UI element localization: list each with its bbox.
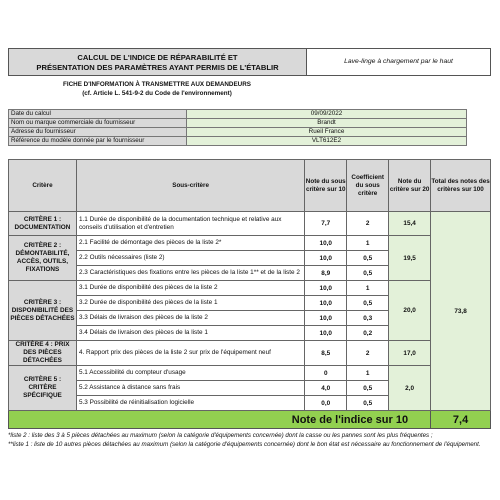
sheet-header bbox=[8, 48, 491, 76]
footnotes bbox=[8, 432, 491, 449]
table-row bbox=[9, 212, 491, 236]
info-row bbox=[9, 110, 491, 119]
subcriterion-text: 2.2 Outils nécessaires (liste 2) bbox=[76, 251, 304, 266]
table-row bbox=[9, 281, 491, 296]
repairability-sheet bbox=[8, 48, 491, 449]
subcriterion-note: 8,9 bbox=[305, 266, 347, 281]
subcriterion-coef: 1 bbox=[347, 366, 389, 381]
subcriterion-note: 7,7 bbox=[305, 212, 347, 236]
info-row bbox=[9, 128, 491, 137]
criterion-label: CRITÈRE 1 : DOCUMENTATION bbox=[9, 212, 77, 236]
subcriterion-text: 5.3 Possibilité de réinitialisation logicielle bbox=[76, 396, 304, 411]
info-row bbox=[9, 119, 491, 128]
subcriterion-coef: 0,5 bbox=[347, 266, 389, 281]
col-header-sous-critere: Sous-critère bbox=[76, 160, 304, 212]
subcriterion-coef: 0,5 bbox=[347, 381, 389, 396]
subcriterion-coef: 2 bbox=[347, 341, 389, 366]
info-label: Référence du modèle donnée par le fournisseur bbox=[9, 137, 187, 146]
info-label: Adresse du fournisseur bbox=[9, 128, 187, 137]
subcriterion-text: 3.4 Délais de livraison des pièces de la liste 1 bbox=[76, 326, 304, 341]
subcriterion-note: 10,0 bbox=[305, 281, 347, 296]
subcriterion-note: 0 bbox=[305, 366, 347, 381]
subcriterion-text: 2.3 Caractéristiques des fixations entre les pièces de la liste 1** et de la liste 2 bbox=[76, 266, 304, 281]
title-line-2: PRÉSENTATION DES PARAMÈTRES AYANT PERMIS DE L'ÉTABLIR bbox=[36, 63, 279, 72]
header-row bbox=[9, 160, 491, 212]
sheet-title bbox=[9, 49, 307, 75]
product-category: Lave-linge à chargement par le haut bbox=[344, 58, 453, 65]
criterion-label: CRITÈRE 3 : DISPONIBILITÉ DES PIÈCES DÉTACHÉES bbox=[9, 281, 77, 341]
subcriterion-note: 10,0 bbox=[305, 236, 347, 251]
info-value: VLT612E2 bbox=[187, 137, 467, 146]
criterion-score: 17,0 bbox=[389, 341, 431, 366]
criterion-score: 20,0 bbox=[389, 281, 431, 341]
info-spacer bbox=[467, 110, 491, 119]
subcriterion-text: 4. Rapport prix des pièces de la liste 2 sur prix de l'équipement neuf bbox=[76, 341, 304, 366]
criterion-score: 15,4 bbox=[389, 212, 431, 236]
table-row bbox=[9, 366, 491, 381]
subcriterion-note: 10,0 bbox=[305, 251, 347, 266]
subcriterion-note: 0,0 bbox=[305, 396, 347, 411]
criterion-score: 2,0 bbox=[389, 366, 431, 411]
supplier-info-table bbox=[8, 109, 491, 146]
info-value: Brandt bbox=[187, 119, 467, 128]
criterion-score: 19,5 bbox=[389, 236, 431, 281]
info-spacer bbox=[467, 128, 491, 137]
subcriterion-coef: 0,5 bbox=[347, 296, 389, 311]
table-row bbox=[9, 341, 491, 366]
subcriterion-coef: 2 bbox=[347, 212, 389, 236]
info-label: Nom ou marque commerciale du fournisseur bbox=[9, 119, 187, 128]
subcriterion-note: 10,0 bbox=[305, 326, 347, 341]
final-score-label: Note de l'indice sur 10 bbox=[9, 411, 431, 429]
info-spacer bbox=[467, 119, 491, 128]
criterion-label: CRITÈRE 4 : PRIX DES PIÈCES DÉTACHÉES bbox=[9, 341, 77, 366]
final-score-value: 7,4 bbox=[431, 411, 491, 429]
sheet-subtitle bbox=[8, 80, 306, 98]
subcriterion-text: 3.3 Délais de livraison des pièces de la liste 2 bbox=[76, 311, 304, 326]
scores-table bbox=[8, 159, 491, 429]
info-label: Date du calcul bbox=[9, 110, 187, 119]
subcriterion-note: 8,5 bbox=[305, 341, 347, 366]
final-score-row bbox=[9, 411, 491, 429]
footnote-list-1: **liste 1 : liste de 10 autres pièces détachées au maximum (selon la catégorie d'équipements concernée) dont le bon état est nécessaire au fonctionnement de l'équipement. bbox=[8, 440, 481, 448]
info-value: Rueil France bbox=[187, 128, 467, 137]
col-header-coefficient: Coefficient du sous critère bbox=[347, 160, 389, 212]
info-row bbox=[9, 137, 491, 146]
subcriterion-coef: 0,5 bbox=[347, 251, 389, 266]
info-spacer bbox=[467, 137, 491, 146]
subcriterion-text: 5.1 Accessibilité du compteur d'usage bbox=[76, 366, 304, 381]
title-line-1: CALCUL DE L'INDICE DE RÉPARABILITÉ ET bbox=[77, 53, 238, 62]
total-score: 73,8 bbox=[431, 212, 491, 411]
subcriterion-coef: 1 bbox=[347, 236, 389, 251]
subcriterion-text: 3.1 Durée de disponibilité des pièces de la liste 2 bbox=[76, 281, 304, 296]
subcriterion-coef: 0,3 bbox=[347, 311, 389, 326]
subcriterion-coef: 1 bbox=[347, 281, 389, 296]
subcriterion-coef: 0,5 bbox=[347, 396, 389, 411]
info-value: 09/09/2022 bbox=[187, 110, 467, 119]
criterion-label: CRITÈRE 2 : DÉMONTABILITÉ, ACCÈS, OUTILS, FIXATIONS bbox=[9, 236, 77, 281]
subcriterion-text: 3.2 Durée de disponibilité des pièces de la liste 1 bbox=[76, 296, 304, 311]
subtitle-line-1: FICHE D'INFORMATION À TRANSMETTRE AUX DEMANDEURS bbox=[63, 81, 251, 88]
footnote-list-2: *liste 2 : liste des 3 à 5 pièces détachées au maximum (selon la catégorie d'équipements concernée) dont la casse ou les pannes sont les plus fréquentes ; bbox=[8, 432, 433, 439]
subcriterion-text: 2.1 Facilité de démontage des pièces de la liste 2* bbox=[76, 236, 304, 251]
col-header-note-critere: Note du critère sur 20 bbox=[389, 160, 431, 212]
subcriterion-text: 5.2 Assistance à distance sans frais bbox=[76, 381, 304, 396]
subcriterion-text: 1.1 Durée de disponibilité de la documentation technique et relative aux conseils d'utilisation et d'entretien bbox=[76, 212, 304, 236]
col-header-critere: Critère bbox=[9, 160, 77, 212]
subcriterion-note: 10,0 bbox=[305, 296, 347, 311]
col-header-note-sous-critere: Note du sous critère sur 10 bbox=[305, 160, 347, 212]
table-row bbox=[9, 236, 491, 251]
subcriterion-note: 4,0 bbox=[305, 381, 347, 396]
subtitle-line-2: (cf. Article L. 541-9-2 du Code de l'environnement) bbox=[82, 90, 232, 97]
subcriterion-note: 10,0 bbox=[305, 311, 347, 326]
col-header-total: Total des notes des critères sur 100 bbox=[431, 160, 491, 212]
criterion-label: CRITÈRE 5 : CRITÈRE SPÉCIFIQUE bbox=[9, 366, 77, 411]
subcriterion-coef: 0,2 bbox=[347, 326, 389, 341]
